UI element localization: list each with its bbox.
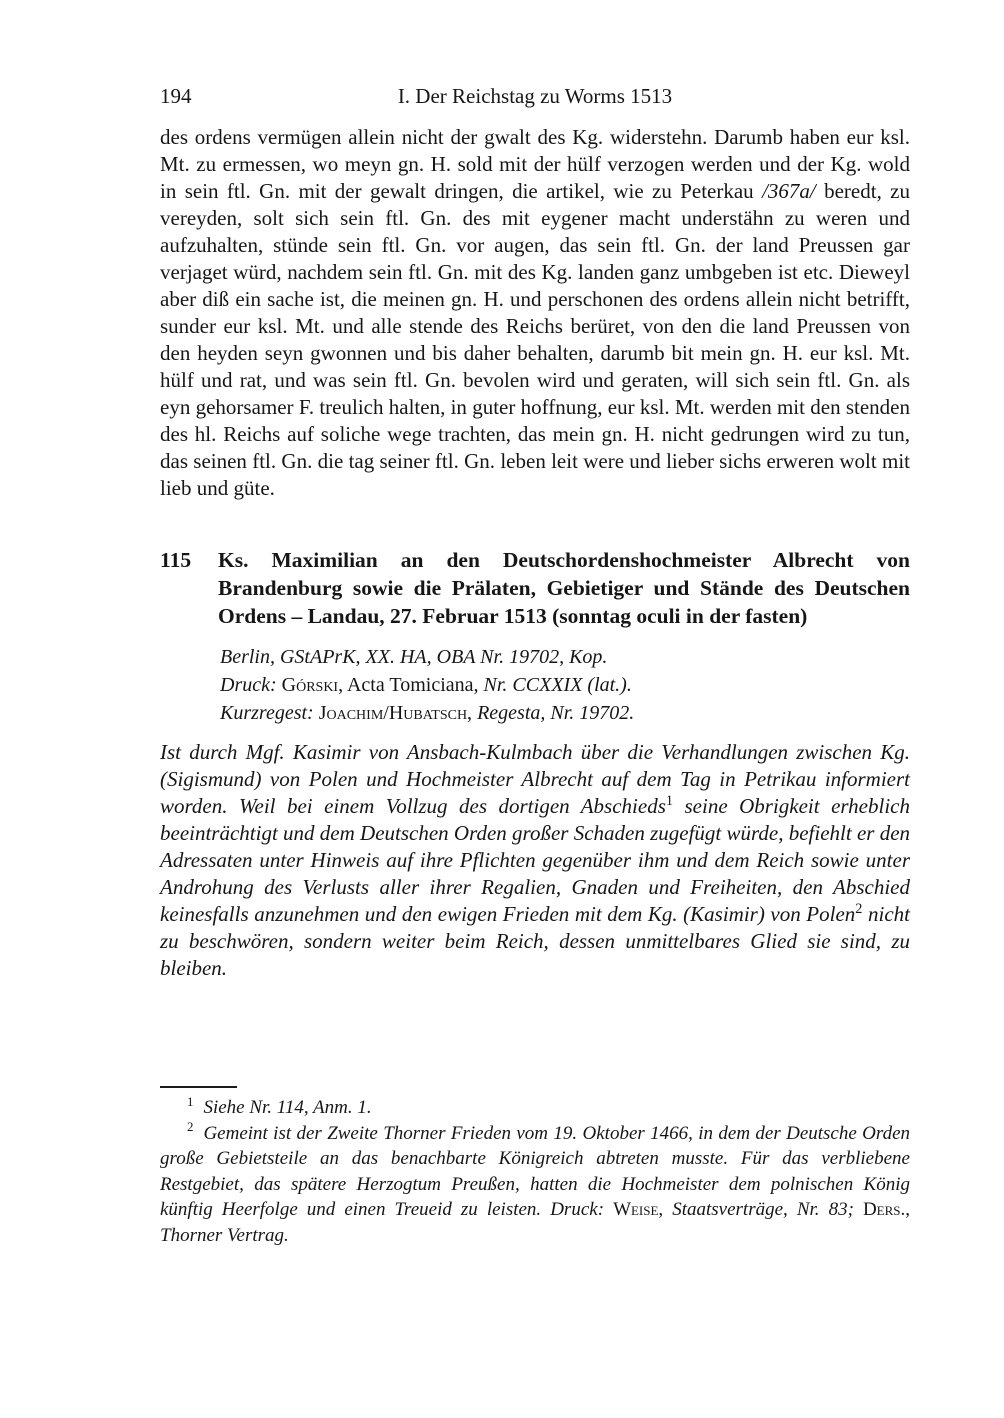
page-number: 194 (160, 84, 192, 108)
citation-druck (220, 671, 910, 699)
text-run: des ordens vermügen allein nicht der gwalt des Kg. widerstehn. Darumb haben eur ksl. Mt. zu ermessen, wo meyn gn. H. sold mit der hülf verzogen werden und der Kg. wold in sein ftl. Gn. mit der gewalt dringen, die artikel, wie zu Peterkau (160, 125, 910, 203)
footnote-separator (160, 1086, 237, 1088)
main-transcription-paragraph (160, 124, 910, 502)
running-title: I. Der Reichstag zu Worms 1513 (397, 84, 673, 108)
text-run: Regesta, Nr. 19702. (472, 702, 635, 724)
text-run: Ders., (862, 1199, 911, 1220)
text-run: 2 (187, 1119, 194, 1135)
footnote-2 (160, 1121, 910, 1249)
citation-archive (220, 643, 910, 671)
text-run: nicht zu beschwören, sondern weiter beim Reich, dessen unmittelbares Glied sie sind, zu bleiben. (160, 902, 910, 980)
text-run: Kurzregest: (220, 702, 319, 724)
entry-summary (160, 739, 910, 982)
text-run: Nr. CCXXIX (lat.). (483, 674, 632, 696)
footnote-1 (160, 1095, 910, 1121)
text-run: Górski, (281, 674, 344, 696)
text-run: Weise, (613, 1199, 664, 1220)
text-run: Ist durch Mgf. Kasimir von Ansbach-Kulmbach über die Verhandlungen zwischen Kg. (Sigismund) von Polen und Hochmeister Albrecht auf dem Tag in Petrikau informiert worden. Weil bei einem Vollzug des dortigen Abschieds (160, 740, 910, 818)
footnotes-section (160, 1086, 910, 1248)
text-run: Thorner Vertrag. (160, 1224, 289, 1246)
text-run: Joachim/Hubatsch, (318, 702, 473, 724)
text-run: Staatsverträge, Nr. 83; (663, 1199, 863, 1220)
text-run: Druck: (220, 674, 282, 696)
text-run: Berlin, GStAPrK, XX. HA, OBA Nr. 19702, Kop. (220, 646, 608, 668)
text-run: beredt, zu vereyden, solt sich sein ftl. Gn. des mit eygener macht understähn zu weren und aufzuhalten, stünde sein ftl. Gn. vor augen, das sein ftl. Gn. der land Preussen gar verjaget würd, nachdem sein ftl. Gn. mit des Kg. landen ganz umbgeben ist etc. Dieweyl aber diß ein sache ist, die meinen gn. H. und perschonen des ordens allein nicht betrifft, sunder eur ksl. Mt. und alle stende des Reichs berüret, von den die land Preussen von den heyden seyn gwonnen und bis daher behalten, darumb bit mein gn. H. eur ksl. Mt. hülf und rat, und was sein ftl. Gn. bevolen wird und geraten, will sich sein ftl. Gn. als eyn gehorsamer F. treulich halten, in guter hoffnung, eur ksl. Mt. werden mit den stenden des hl. Reichs auf soliche wege trachten, das mein gn. H. nicht gedrungen wird zu tun, das seinen ftl. Gn. die tag seiner ftl. Gn. leben leit were und lieber sichs erweren wolt mit lieb und güte. (160, 179, 910, 500)
text-run: /367a/ (762, 179, 816, 203)
entry-heading: Ks. Maximilian an den Deutschordenshochmeister Albrecht von Brandenburg sowie die Prälaten, Gebietiger und Stände des Deutschen Ordens – Landau, 27. Februar 1513 (sonntag oculi in der fasten) (218, 548, 910, 628)
text-run: Siehe Nr. 114, Anm. 1. (203, 1097, 372, 1118)
text-run: 1 (665, 793, 674, 809)
entry-number: 115 (160, 548, 192, 572)
text-run: seine Obrigkeit erheblich beeinträchtigt und dem Deutschen Orden großer Schaden zugefügt würde, befiehlt er den Adressaten unter Hinweis auf ihre Pflichten gegenüber ihm und dem Reich sowie unter Androhung des Verlusts aller ihrer Regalien, Gnaden und Freiheiten, den Abschied keinesfalls anzunehmen und den ewigen Frieden mit dem Kg. (Kasimir) von Polen (160, 794, 911, 926)
citation-block (220, 643, 910, 727)
page-header (160, 84, 910, 108)
text-run: 2 (855, 901, 863, 917)
entry-heading-row (160, 546, 910, 630)
text-run: Gemeint ist der Zweite Thorner Frieden vom 19. Oktober 1466, in dem der Deutsche Orden große Gebietsteile an das benachbarte Königreich abtreten musste. Für das verbliebene Restgebiet, das spätere Herzogtum Preußen, hatten die Hochmeister dem polnischen König künftig Heerfolge und einen Treueid zu leisten. Druck: (160, 1122, 910, 1220)
text-run: Acta Tomiciana, (343, 674, 484, 696)
citation-kurzregest (220, 699, 910, 727)
entry-115 (160, 546, 910, 982)
text-run: 1 (187, 1093, 194, 1109)
